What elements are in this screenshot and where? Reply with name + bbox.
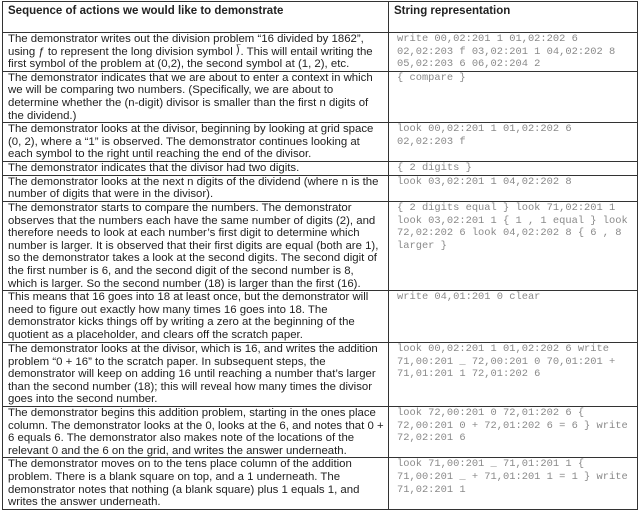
table-row — [3, 343, 638, 407]
action-description: The demonstrator begins this addition problem, starting in the ones place column. The demonstrator looks at the 0, looks at the 6, and notes that 0 + 6 equals 6. The demonstrator also makes note of the locations of the relevant 0 and the 6 on the grid, and writes the answer underneath. — [3, 407, 389, 458]
action-description: The demonstrator starts to compare the numbers. The demonstrator observes that the numbers each have the same number of digits (2), and therefore needs to look at each number’s first digit to determine which number is larger. It is observed that their first digits are equal (both are 1), so the demonstrator takes a look at the second digits. The second digit of the first number is 6, and the second digit of the second number is 8, which is larger. So the second number (18) is larger than the first (16). — [3, 201, 389, 290]
table-row — [3, 33, 638, 72]
table-row — [3, 201, 638, 290]
actions-table — [2, 1, 638, 510]
action-description: The demonstrator looks at the next n digits of the dividend (where n is the number of digits that were in the divisor). — [3, 175, 389, 201]
string-representation: look 72,00:201 0 72,01:202 6 { 72,00:201 0 + 72,01:202 6 = 6 } write 72,02:201 6 — [389, 407, 638, 458]
string-representation: look 03,02:201 1 04,02:202 8 — [389, 175, 638, 201]
string-representation: { 2 digits } — [389, 162, 638, 176]
action-description: The demonstrator indicates that we are about to enter a context in which we will be comparing two numbers. (Specifically, we are about to determine whether the (n-digit) divisor is smaller than the first n digits of the dividend.) — [3, 71, 389, 122]
action-description: The demonstrator looks at the divisor, beginning by looking at grid space (0, 2), where a “1” is observed. The demonstrator continues looking at each symbol to the right until reaching the end of the divisor. — [3, 123, 389, 162]
string-representation: write 04,01:201 0 clear — [389, 291, 638, 343]
string-representation: { 2 digits equal } look 71,02:201 1 look 03,02:201 1 { 1 , 1 equal } look 72,02:202 6 look 04,02:202 8 { 6 , 8 larger } — [389, 201, 638, 290]
table-row — [3, 407, 638, 458]
table-row — [3, 162, 638, 176]
action-description: This means that 16 goes into 18 at least once, but the demonstrator will need to figure out exactly how many times 16 goes into 18. The demonstrator kicks things off by writing a zero at the beginning of the quotient as a placeholder, and clears off the scratch paper. — [3, 291, 389, 343]
string-representation: look 00,02:201 1 01,02:202 6 write 71,00:201 _ 72,00:201 0 70,01:201 + 71,01:201 1 72,01:202 6 — [389, 343, 638, 407]
table-header — [3, 2, 638, 33]
header-actions: Sequence of actions we would like to demonstrate — [3, 2, 389, 33]
string-representation: { compare } — [389, 71, 638, 122]
table-row — [3, 123, 638, 162]
string-representation: look 71,00:201 _ 71,01:201 1 { 71,00:201 _ + 71,01:201 1 = 1 } write 71,02:201 1 — [389, 458, 638, 509]
action-description: The demonstrator moves on to the tens place column of the addition problem. There is a blank square on top, and a 1 underneath. The demonstrator notes that nothing (a blank square) plus 1 equals 1, and writes the answer underneath. — [3, 458, 389, 509]
string-representation: write 00,02:201 1 01,02:202 6 02,02:203 f 03,02:201 1 04,02:202 8 05,02:203 6 06,02:204 2 — [389, 33, 638, 72]
action-description: The demonstrator looks at the divisor, which is 16, and writes the addition problem “0 + 16” to the scratch paper. In subsequent steps, the demonstrator will keep on adding 16 until reaching a number that’s larger than the second number (18); this will reveal how many times the divisor goes into the second number. — [3, 343, 389, 407]
action-description: The demonstrator writes out the division problem “16 divided by 1862”, using ƒ to represent the long division symbol ⟌. This will entail writing the first symbol of the problem at (0,2), the second symbol at (1, 2), etc. — [3, 33, 389, 72]
header-string: String representation — [389, 2, 638, 33]
action-description: The demonstrator indicates that the divisor had two digits. — [3, 162, 389, 176]
string-representation: look 00,02:201 1 01,02:202 6 02,02:203 f — [389, 123, 638, 162]
table-row — [3, 291, 638, 343]
table-row — [3, 175, 638, 201]
table-row — [3, 71, 638, 122]
table-row — [3, 458, 638, 509]
